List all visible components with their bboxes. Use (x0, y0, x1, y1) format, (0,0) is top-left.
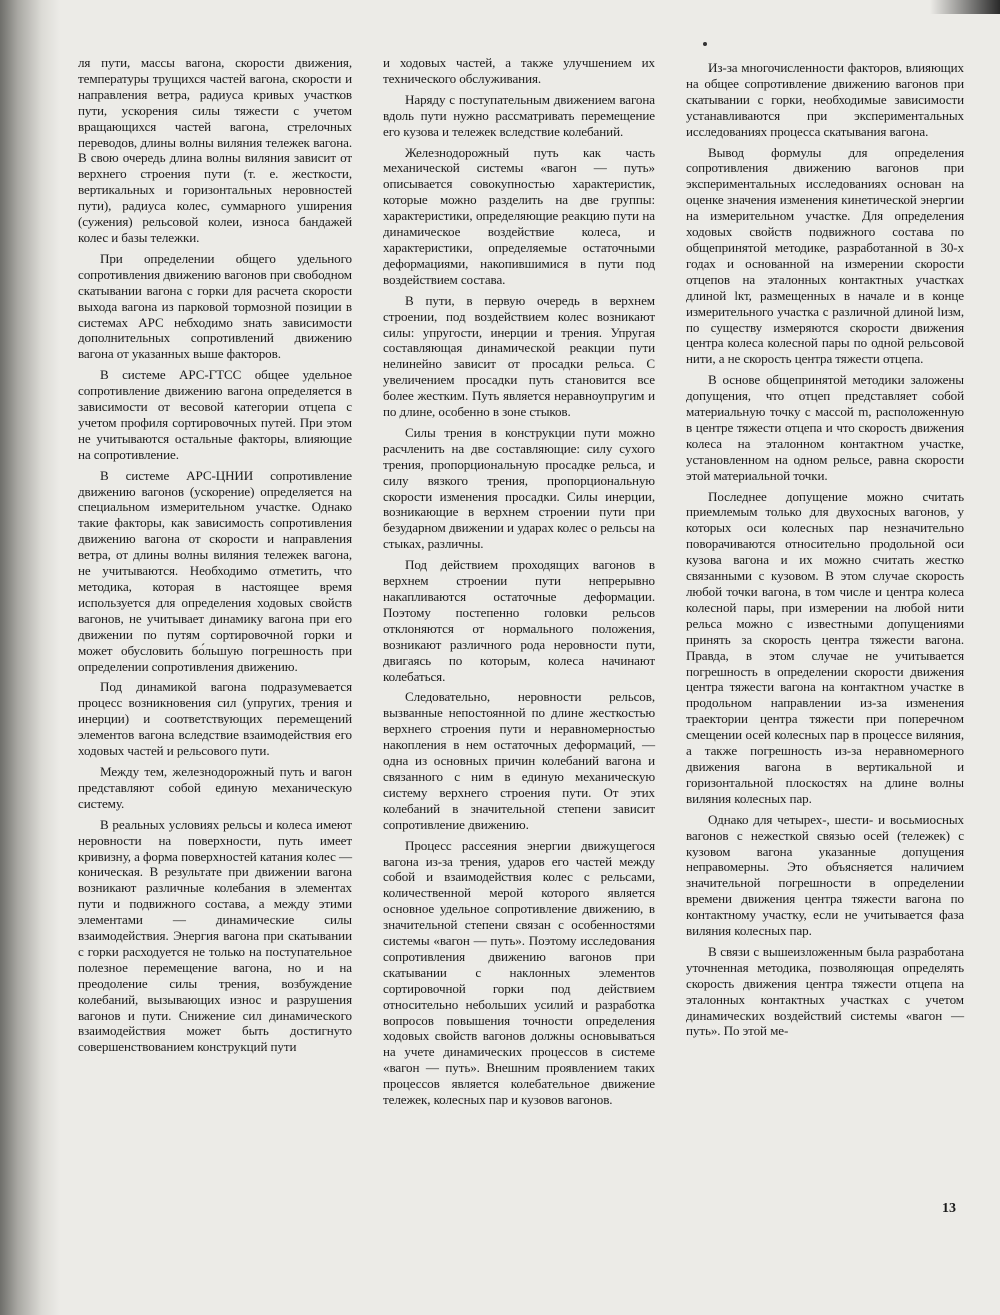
scan-edge-shadow (0, 0, 60, 1315)
paragraph: В основе общепринятой методики заложены допущения, что отцеп представляет собой материальную точку с массой m, расположенную в центре тяжести отцепа и что скорость движения колеса на эталонном контактном участке, установленном на одном рельсе, равна скорости этой материальной точки. (686, 372, 964, 483)
paragraph: Вывод формулы для определения сопротивления движению вагонов при экспериментальных исследованиях основан на оценке значения изменения кинетической энергии на измерительном участке. Для определения ходовых свойств подвижного состава по общепринятой методике, разработанной в 30-х годах и основанной на измерении скорости отцепов на эталонных контактных участках длиной lкт, размещенных в начале и в конце измерительного участка с различной длиной lизм, по существу измеряются скорости движения центра колеса колесной пары по одной рельсовой нити, а не скорость центра тяжести отцепа. (686, 144, 964, 367)
paragraph: Однако для четырех-, шести- и восьмиосных вагонов с нежесткой связью осей (тележек) с кузовом вагона указанные допущения неправомерны. Это объясняется наличием значительной погрешности в определении времени движения центра тяжести вагона по контактному участку, если не учитывается фаза виляния колесных пар. (686, 811, 964, 939)
paragraph: и ходовых частей, а также улучшением их технического обслуживания. (383, 55, 655, 86)
text-column-2 (383, 55, 655, 1113)
paragraph: В реальных условиях рельсы и колеса имеют неровности на поверхности, путь имеет кривизну, а форма поверхностей катания колес — коническая. В результате при движении вагона возникают различные колебания в элементах пути и подвижного состава, а между этими элементами — динамические силы взаимодействия. Энергия вагона при скатывании с горки расходуется не только на поступательное полезное перемещение вагона, но и на преодоление силы трения, возбуждение колебаний, вызывающих износ и разрушения вагонов и пути. Снижение сил динамического взаимодействия может быть достигнуто совершенствованием конструкций пути (78, 816, 352, 1055)
paragraph: В связи с вышеизложенным была разработана уточненная методика, позволяющая определять скорость движения центра тяжести отцепа на эталонных контактных участках с учетом динамических воздействий системы «вагон — путь». По этой ме- (686, 943, 964, 1039)
text-column-1 (78, 55, 352, 1060)
paragraph: Процесс рассеяния энергии движущегося вагона из-за трения, ударов его частей между собой и взаимодействия колес с рельсами, количественной мерой которого является основное удельное сопротивление движению, в значительной степени связан с особенностями системы «вагон — путь». Поэтому исследования сопротивления движению вагонов при скатывании с наклонных элементов сортировочной горки под действием относительно небольших усилий и разработка вопросов повышения точности определения ходовых свойств вагонов должны основываться на учете динамических процессов в системе «вагон — путь». Внешним проявлением таких процессов является колебательное движение тележек, колесных пар и кузовов вагонов. (383, 837, 655, 1108)
paragraph: В пути, в первую очередь в верхнем строении, под воздействием колес возникают силы: упругости, инерции и трения. Упругая составляющая динамической реакции пути нелинейно зависит от просадки рельса. С увеличением просадки путь становится все более жестким. Путь является неравноупругим и по длине, особенно в зоне стыков. (383, 292, 655, 420)
print-speck (703, 42, 707, 46)
paragraph: Следовательно, неровности рельсов, вызванные непостоянной по длине жесткостью верхнего строения пути и неравномерностью накопления в нем остаточных деформаций, — одна из основных причин колебаний вагона и связанного с ним в единую механическую систему верхнего строения пути. От этих колебаний в значительной степени зависит сопротивление движению. (383, 689, 655, 832)
paragraph: В системе АРС-ЦНИИ сопротивление движению вагонов (ускорение) определяется на специальном измерительном участке. Однако такие факторы, как зависимость сопротивления движению вагона от скорости и направления ветра, от длины волны виляния тележек вагона, не учитываются. Необходимо отметить, что методика, которая в настоящее время используется для определения ходовых свойств вагонов, не учитывает динамику вагона при его движении по путям сортировочной горки и может обусловить бо́льшую погрешность при определении сопротивления движению. (78, 467, 352, 674)
paragraph: Между тем, железнодорожный путь и вагон представляют собой единую механическую систему. (78, 763, 352, 811)
paragraph: Под динамикой вагона подразумевается процесс возникновения сил (упругих, трения и инерции) и соответствующих перемещений элементов вагона вследствие взаимодействия его ходовых частей и рельсового пути. (78, 679, 352, 759)
paragraph: Наряду с поступательным движением вагона вдоль пути нужно рассматривать перемещение его кузова и тележек вследствие колебаний. (383, 91, 655, 139)
paragraph: Последнее допущение можно считать приемлемым только для двухосных вагонов, у которых оси колесных пар незначительно поворачиваются относительно продольной оси кузова вагона и их можно считать жестко связанными с кузовом. В этом случае скорость любой точки вагона, в том числе и центра колеса колесной пары, при измерении на любой нити рельса можно с известными допущениями принять за скорость центра тяжести вагона. Правда, в этом случае не учитывается погрешность в определении скорости движения центра тяжести вагона на контактном участке в продольном направлении из-за изменения траектории центра тяжести при поперечном смещении осей колесных пар в процессе виляния, а также погрешность из-за неравномерного движения вагона в вертикальной и горизонтальной плоскостях на длине волны виляния колесных пар. (686, 488, 964, 806)
paragraph: В системе АРС-ГТСС общее удельное сопротивление движению вагона определяется в зависимости от весовой категории отцепа с учетом профиля сортировочных путей. При этом не учитываются остальные факторы, влияющие на сопротивление. (78, 367, 352, 462)
paragraph: Железнодорожный путь как часть механической системы «вагон — путь» описывается совокупностью характеристик, которые можно разделить на две группы: характеристики, определяющие реакцию пути на динамическое воздействие колеса, и характеристики, определяемые остаточными деформациями, накопившимися в пути под воздействием состава. (383, 144, 655, 287)
scan-corner-mark (930, 0, 1000, 14)
paragraph: При определении общего удельного сопротивления движению вагонов при свободном скатывании вагона с горки для расчета скорости выхода вагона из парковой тормозной позиции в системах АРС небходимо знать зависимости дополнительных сопротивлений движению вагона от указанных выше факторов. (78, 250, 352, 362)
paragraph: Силы трения в конструкции пути можно расчленить на две составляющие: силу сухого трения, пропорциональную просадке рельса, и силу вязкого трения, пропорциональную скорости изменения просадки. Силы инерции, возникающие в верхнем строении пути при безударном движении и ударах колес о рельсы на стыках, различны. (383, 424, 655, 552)
paragraph: Из-за многочисленности факторов, влияющих на общее сопротивление движению вагонов при скатывании с горки, необходимые зависимости устанавливаются при экспериментальных исследованиях процесса скатывания вагона. (686, 60, 964, 139)
text-column-3 (686, 60, 964, 1044)
page-number: 13 (942, 1201, 956, 1216)
paragraph: ля пути, массы вагона, скорости движения, температуры трущихся частей вагона, скорости и направления ветра, радиуса кривых участков пути, ускорения силы тяжести с учетом вращающихся частей вагона, стрелочных переводов, длины волны виляния тележек вагона. В свою очередь длина волны виляния зависит от верхнего строения пути (т. е. жесткости, вертикальных и горизонтальных неровностей пути), радиуса колес, суммарного уширения (сужения) рельсовой колеи, износа бандажей колес и базы тележки. (78, 55, 352, 245)
paragraph: Под действием проходящих вагонов в верхнем строении пути непрерывно накапливаются остаточные деформации. Поэтому постепенно головки рельсов отклоняются от нормального положения, возникают различного рода неровности пути, двигаясь по которым, колеса начинают колебаться. (383, 557, 655, 684)
